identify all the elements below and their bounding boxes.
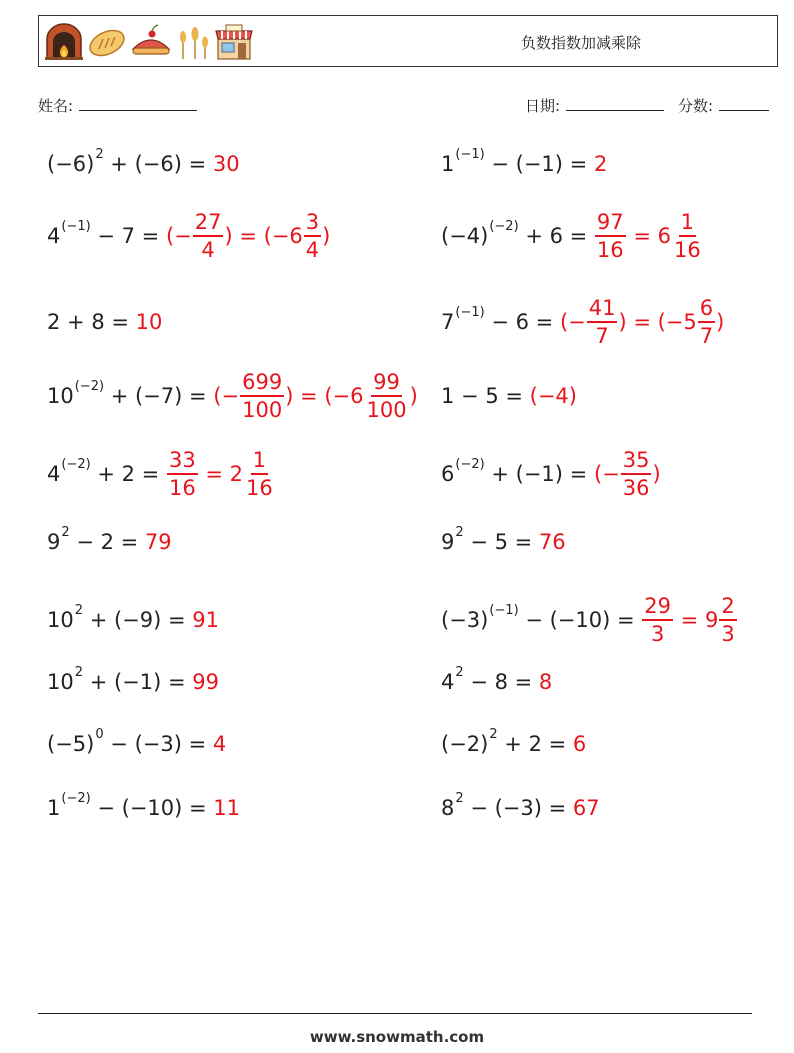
fraction-denominator: 7 — [595, 324, 609, 348]
problem-operation: − (−10) = — [518, 608, 642, 632]
fraction-numerator: 97 — [595, 209, 626, 237]
problem-base: 2 — [47, 310, 61, 334]
answer: 4 — [212, 732, 227, 756]
answer-text: = 9 — [674, 608, 719, 632]
problem-exponent: (−1) — [61, 218, 91, 234]
problem-exponent: 2 — [74, 664, 84, 680]
problem-operation: − (−3) = — [103, 732, 213, 756]
answer: 76 — [538, 530, 566, 554]
problem-base: 10 — [47, 608, 74, 632]
fraction-numerator: 3 — [304, 209, 321, 237]
problem-operation: − 2 = — [69, 530, 145, 554]
problem-operation: + (−9) = — [83, 608, 193, 632]
answer-text: (− — [559, 310, 586, 334]
problem-5 — [47, 292, 162, 352]
answer-fraction — [167, 447, 198, 501]
fraction-numerator: 41 — [587, 295, 618, 323]
bread-icon — [87, 23, 127, 61]
fraction-numerator: 2 — [719, 593, 736, 621]
problem-base: 10 — [47, 384, 74, 408]
problem-operation: + (−7) = — [104, 384, 214, 408]
problem-exponent: 2 — [455, 664, 464, 680]
problem-17 — [47, 714, 226, 774]
answer: 2 — [593, 152, 608, 176]
answer-fraction — [719, 593, 736, 647]
name-field[interactable] — [38, 95, 197, 116]
problem-base: (−3) — [441, 608, 489, 632]
problem-18 — [441, 714, 586, 774]
problem-operation: + 8 = — [60, 310, 136, 334]
problem-operation: − 8 = — [463, 670, 539, 694]
problem-operation: + (−1) = — [83, 670, 193, 694]
answer-fraction — [698, 295, 715, 349]
fraction-denominator: 4 — [305, 238, 320, 262]
problem-base: 6 — [441, 462, 455, 486]
fraction-denominator: 16 — [673, 238, 701, 262]
problem-7 — [47, 366, 418, 426]
answer-text: (− — [593, 462, 620, 486]
problem-exponent: (−2) — [61, 790, 91, 806]
date-field[interactable] — [525, 95, 664, 116]
date-label: 日期: — [525, 97, 561, 115]
fraction-denominator: 16 — [246, 476, 273, 500]
answer-fraction — [587, 295, 618, 349]
problem-8 — [441, 366, 577, 426]
answer-text: ) — [716, 310, 725, 334]
answer: (−4) — [529, 384, 577, 408]
problem-1 — [47, 134, 240, 194]
answer-fraction — [240, 369, 284, 423]
problem-3 — [47, 206, 330, 266]
problem-12 — [441, 512, 566, 572]
answer — [594, 209, 704, 263]
problem-2 — [441, 134, 607, 194]
problem-operation: + 6 = — [518, 224, 594, 248]
problem-9 — [47, 444, 276, 504]
problem-20 — [441, 778, 600, 838]
problem-16 — [441, 652, 552, 712]
problem-base: 4 — [47, 224, 61, 248]
problem-exponent: (−2) — [74, 378, 105, 394]
problem-base: 10 — [47, 670, 74, 694]
answer-fraction — [304, 209, 321, 263]
answer-text: ) — [652, 462, 661, 486]
date-blank[interactable] — [566, 96, 664, 111]
problem-base: 4 — [441, 670, 455, 694]
problem-exponent: 2 — [95, 146, 104, 162]
fraction-numerator: 1 — [679, 209, 696, 237]
problem-6 — [441, 292, 724, 352]
answer-fraction — [642, 593, 673, 647]
problem-operation: + 2 = — [90, 462, 166, 486]
footer-url: www.snowmath.com — [309, 1028, 485, 1046]
problem-4 — [441, 206, 704, 266]
problem-exponent: (−1) — [455, 146, 485, 162]
score-field[interactable] — [678, 95, 769, 116]
answer-fraction — [672, 209, 703, 263]
problem-base: (−2) — [441, 732, 489, 756]
wheat-icon — [175, 23, 211, 61]
fraction-numerator: 1 — [251, 447, 268, 475]
problem-exponent: (−1) — [455, 304, 485, 320]
fraction-denominator: 16 — [596, 238, 624, 262]
fraction-numerator: 29 — [642, 593, 673, 621]
problem-11 — [47, 512, 172, 572]
problem-base: 9 — [47, 530, 61, 554]
answer — [594, 447, 661, 501]
problem-exponent: (−2) — [455, 456, 485, 472]
problem-10 — [441, 444, 661, 504]
answer-fraction — [595, 209, 626, 263]
problem-operation: + (−1) = — [484, 462, 594, 486]
problem-exponent: 0 — [95, 726, 104, 742]
answer — [560, 295, 724, 349]
problem-exponent: (−2) — [489, 218, 519, 234]
problem-13 — [47, 590, 219, 650]
fraction-numerator: 35 — [621, 447, 652, 475]
problem-operation: + (−6) = — [103, 152, 213, 176]
answer-fraction — [193, 209, 224, 263]
answer-text: ) — [322, 224, 331, 248]
worksheet-title: 负数指数加减乘除 — [521, 34, 642, 52]
fraction-denominator: 100 — [242, 398, 283, 422]
pie-icon — [130, 23, 172, 61]
score-label: 分数: — [678, 97, 714, 115]
problem-14 — [441, 590, 738, 650]
footer-divider — [38, 1013, 752, 1014]
answer: 6 — [572, 732, 587, 756]
problem-exponent: 2 — [489, 726, 498, 742]
fraction-numerator: 6 — [698, 295, 715, 323]
answer-text: = 2 — [198, 462, 243, 486]
problem-base: 9 — [441, 530, 455, 554]
answer: 99 — [192, 670, 219, 694]
fraction-denominator: 100 — [366, 398, 407, 422]
answer: 67 — [572, 796, 600, 820]
problem-operation: − (−3) = — [463, 796, 573, 820]
fraction-denominator: 4 — [201, 238, 215, 262]
answer-fraction — [364, 369, 408, 423]
bakery-shop-icon — [214, 23, 254, 61]
fraction-denominator: 36 — [622, 476, 650, 500]
name-blank[interactable] — [79, 96, 197, 111]
answer-text: (− — [165, 224, 192, 248]
header-icons — [44, 22, 254, 62]
answer-text: ) = (−6 — [224, 224, 303, 248]
answer-fraction — [621, 447, 652, 501]
fraction-numerator: 33 — [167, 447, 198, 475]
answer-text: (− — [213, 384, 240, 408]
fraction-denominator: 7 — [699, 324, 714, 348]
problem-operation: − 7 = — [90, 224, 166, 248]
answer: 91 — [192, 608, 219, 632]
answer-text: = 6 — [626, 224, 671, 248]
problem-base: (−5) — [47, 732, 95, 756]
answer-text: ) — [409, 384, 418, 408]
answer — [213, 369, 417, 423]
problem-operation: − 5 = — [463, 530, 539, 554]
problem-exponent: (−2) — [61, 456, 91, 472]
problem-base: 1 — [47, 796, 61, 820]
problem-operation: − (−10) = — [90, 796, 214, 820]
fireplace-icon — [44, 23, 84, 61]
fraction-numerator: 27 — [193, 209, 224, 237]
problem-exponent: 2 — [74, 602, 84, 618]
answer: 79 — [144, 530, 172, 554]
answer-fraction — [244, 447, 275, 501]
fraction-denominator: 16 — [168, 476, 196, 500]
answer: 8 — [538, 670, 553, 694]
answer: 10 — [135, 310, 163, 334]
problem-19 — [47, 778, 240, 838]
fraction-numerator: 699 — [240, 369, 284, 397]
problem-base: (−6) — [47, 152, 95, 176]
problem-operation: − 6 = — [484, 310, 560, 334]
problem-base: 1 — [441, 152, 455, 176]
problem-base: 8 — [441, 796, 455, 820]
problem-operation: − 5 = — [454, 384, 530, 408]
score-blank[interactable] — [719, 96, 769, 111]
problem-base: 1 — [441, 384, 455, 408]
problem-exponent: (−1) — [489, 602, 519, 618]
answer — [166, 209, 330, 263]
problem-base: 7 — [441, 310, 455, 334]
problem-15 — [47, 652, 219, 712]
answer — [641, 593, 737, 647]
answer-text: ) = (−5 — [618, 310, 697, 334]
problem-base: (−4) — [441, 224, 489, 248]
problem-exponent: 2 — [455, 524, 464, 540]
problem-exponent: 2 — [455, 790, 464, 806]
fraction-denominator: 3 — [650, 622, 665, 646]
fraction-denominator: 3 — [721, 622, 735, 646]
answer: 11 — [213, 796, 241, 820]
problem-exponent: 2 — [61, 524, 70, 540]
name-label: 姓名: — [38, 97, 74, 115]
problem-operation: − (−1) = — [484, 152, 594, 176]
fraction-numerator: 99 — [371, 369, 402, 397]
answer — [166, 447, 276, 501]
header-box — [38, 15, 778, 67]
problem-base: 4 — [47, 462, 61, 486]
problem-operation: + 2 = — [497, 732, 573, 756]
answer: 30 — [212, 152, 240, 176]
answer-text: ) = (−6 — [285, 384, 364, 408]
